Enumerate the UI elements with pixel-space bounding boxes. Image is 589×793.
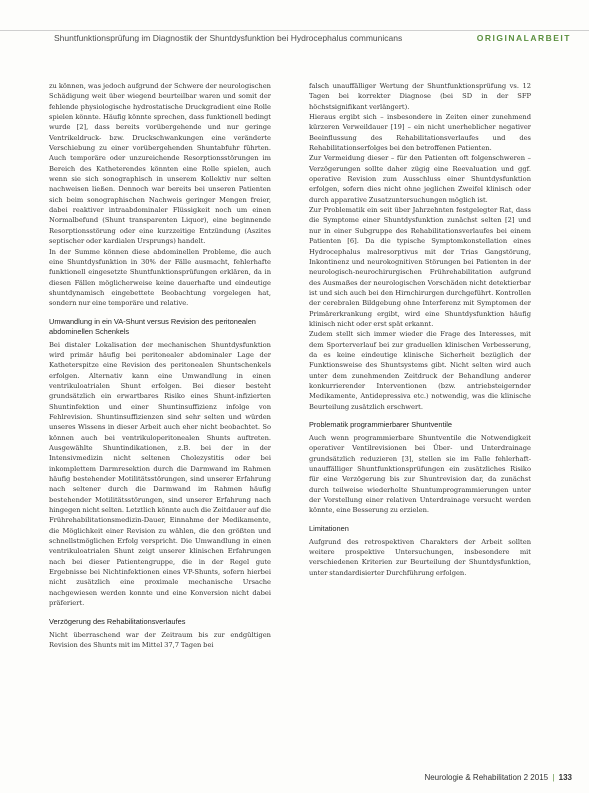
section-heading: Problematik programmierbarer Shuntventile: [309, 420, 452, 429]
section-heading: Limitationen: [309, 523, 349, 533]
paragraph: Auch wenn programmierbare Shuntventile die Notwendigkeit operativer Ventilrevisionen bei Über- und Unterdrainage grundsätzlich reduzieren [3], stellen sie im Falle fehlerhaft-unauffälliger Shuntfunktionsprüfungen ein zusätzliches Risiko für eine Verzögerung bis zur Shuntrevision dar, da zunächst durch teilweise wiederholte Shuntumprogrammierungen unter der Vorstellung einer relativen Unterdrainage versucht werden könnte, eine Besserung zu erzielen.: [309, 434, 531, 515]
page-number: 133: [558, 773, 572, 782]
right-column: [309, 81, 531, 578]
paragraph: zu können, was jedoch aufgrund der Schwere der neurologischen Schädigung weit über wiegend beurteilbar waren und somit der fehlende physiologische hydrostatische Druckgradient eine Rolle spielen könnte. Häufig könnte sprechen, dass funktionell bedingt wurde [2], dass bereits vorübergehende und nur geringe Ventrikeldruck- bzw. Druckschwankungen eine veränderte Verschiebung zu einer vorübergehenden Shuntabfuhr führten. Auch temporäre oder unzureichende Resorptionsstörungen im Bereich des Katheterendes könnten eine Rolle spielen, auch wenn sie sich sonographisch in unserem Kollektiv nur selten nachweisen ließen. Dennoch war bereits bei unseren Patienten sich beim sonographischen Nachweis geringer Mengen freier, dabei reaktiver intraabdominaler Flüssigkeit noch um einen Normalbefund (Shunt transparenten Liquor), eine beginnende Resorptionsstörung oder eine kurzzeitige Entzündung (Aszites septischer oder kardialen Ursprungs) handelt.: [49, 82, 271, 246]
paragraph: Bei distaler Lokalisation der mechanischen Shuntdysfunktion wird primär häufig bei peritonealer abdominaler Lage der Katheterspitze eine Revision des peritonealen Shuntschenkels erfolgen. Alternativ kann eine Umwandlung in einen ventrikuloatrialen Shunt erfolgen. Bei dieser besteht grundsätzlich ein erwartbares Risiko eines Shunt-infizierten Shuntinfektion und einer Shuntinsuffizienz infolge von Fehlrevision. Shuntinsuffizienzen sind sehr selten und würden unseres Wissens in dieser Arbeit auch eher nicht beobachtet. So können auch bei ventrikuloperitonealen Shunts auftreten. Ausgewählte Shuntindikationen, z.B. bei der in der Intensivmedizin nicht seltenen Cholezystitis oder bei inkomplettem Darmresektion durch die Darmwand im Rahmen häufig bestehender Motilitätsstörungen, sind unserer Erfahrung nach seltener durch die Darmwand im Rahmen häufig bestehender Motilitätsstörungen, sind unserer Erfahrung nach hingegen nicht selten. Letztlich könnte auch die Zeitdauer auf die Frührehabilitationsmedizin-Dauer, Einnahme der Medikamente, die Möglichkeit einer Revision zu wählen, die den größten und schnellstmöglichen Erfolg verspricht. Die Umwandlung in einen ventrikuloatrialen Shunt zeigt unserer klinischen Erfahrungen nach bei dieser Patientengruppe, die in der Regel gute Ergebnisse bei Nichtinfektionen eines VP-Shunts, sofern hierbei nicht zusätzlich eine proximale mechanische Ursache nachgewiesen werden konnte und eine Konversion nicht dabei präferiert.: [49, 340, 271, 608]
paragraph: In der Summe können diese abdominellen Probleme, die auch eine Shuntdysfunktion in 30% der Fälle ausmacht, fehlerhafte funktionell eingesetzte Shuntfunktionsprüfungen erklären, da in diesen Fällen möglicherweise keine dauerhafte und eindeutige shuntdynamisch eingebettete Beobachtung vorgelegen hat, sondern nur eine temporäre und relative.: [49, 247, 271, 308]
section-heading: Verzögerung des Rehabilitationsverlaufes: [49, 616, 186, 626]
paragraph: Nicht überraschend war der Zeitraum bis zur endgültigen Revision des Shunts mit im Mittel 37,7 Tagen bei: [49, 630, 271, 649]
paragraph: Zur Problematik ein seit über Jahrzehnten festgelegter Rat, dass die Symptome einer Shuntdysfunktion zunächst selten [2] und nur in einer Subgruppe des Rehabilitationsverlaufes bei einem Patienten [6]. Da die typische Symptomkonstellation eines Hydrocephalus malresorptivus mit der Trias Gangstörung, Inkontinenz und neurokognitiven Störungen bei Patienten in der neurologisch-neurochirurgischen Frührehabilitation aufgrund des Ausmaßes der neurologischen Vorschäden nicht detektierbar ist und sich auch bei den Hirnchirurgen durchgeführt. Kontrollen der cerebralen Bildgebung ohne Interferenz mit Symptomen der Primärerkrankung ergibt, wird eine Shuntdysfunktion häufig klinisch nicht oder erst spät erkannt.: [309, 206, 531, 328]
page-footer: [424, 773, 572, 782]
journal-year: 2015: [530, 773, 549, 782]
paragraph: Zur Vermeidung dieser – für den Patienten oft folgenschweren – Verzögerungen sollte daher zügig eine Reevaluation und ggf. operative Revision zum Ausschluss einer Shuntdysfunktion erfolgen, sofern dies nicht ohne jeglichen Zweifel klinisch oder durch apparative Zusatzuntersuchungen möglich ist.: [309, 154, 531, 204]
section-heading: Umwandlung in ein VA-Shunt versus Revision des peritonealen abdominellen Schenkels: [49, 316, 256, 336]
journal-name: Neurologie & Rehabilitation 2: [424, 773, 529, 782]
section-label: ORIGINALARBEIT: [476, 33, 571, 43]
header-divider: [0, 30, 589, 31]
paragraph: Aufgrund des retrospektiven Charakters der Arbeit sollten weitere prospektive Untersuchungen, insbesondere mit verschiedenen Kriterien zur Beurteilung der Shuntdysfunktion, unter standardisierter Durchführung erfolgen.: [309, 537, 531, 577]
footer-separator: |: [552, 773, 555, 782]
page-header: [0, 0, 589, 46]
paragraph: Zudem stellt sich immer wieder die Frage des Interesses, mit dem Sporterverlauf bei zur graduellen klinischen Verbesserung, da es keine eindeutige klinische Sicherheit bezüglich der Funktionsweise des Shuntsystems gibt. Nicht selten wird auch unter dem zunehmenden Zeitdruck der Behandlung anderer konkurrierender Interventionen (bzw. antriebsteigernder Medikamente, Antidepressiva etc.) notwendig, was die klinische Beurteilung zusätzlich erschwert.: [309, 330, 531, 411]
running-title: Shuntfunktionsprüfung im Diagnostik der Shuntdysfunktion bei Hydrocephalus communicans: [54, 33, 403, 43]
paragraph: Hieraus ergibt sich – insbesondere in Zeiten einer zunehmend kürzeren Verweildauer [19] – ein nicht unerheblicher negativer Beeinflussung des Rehabilitationsverlaufes und des Rehabilitationserfolges bei den betroffenen Patienten.: [309, 113, 531, 153]
left-column: [49, 81, 271, 650]
paragraph: falsch unauffälliger Wertung der Shuntfunktionsprüfung vs. 12 Tagen bei korrekter Diagnose (bei SD in der SFP höchstsignifikant verlängert).: [309, 82, 531, 111]
